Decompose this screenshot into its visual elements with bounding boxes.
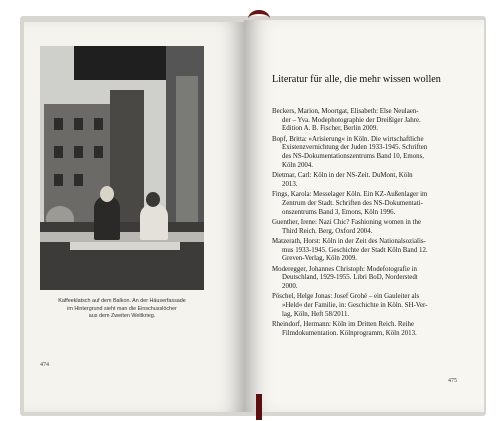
entry-line: onszentrums Band 3, Emons, Köln 1996. [282, 208, 396, 216]
entry-line: der – Yva. Modephotographie der Dreißiger Jahre. [282, 116, 421, 124]
bibliography-entry [272, 238, 466, 264]
person-right [140, 204, 168, 240]
bibliography-entry [272, 219, 466, 236]
entry-line: Bopf, Britta: »Arisierung« in Köln. Die wirtschaftliche [272, 135, 424, 143]
entry-line: Existenzvernichtung der Juden 1933-1945. Schriften [282, 144, 428, 152]
photo-caption [40, 298, 204, 321]
bookmark-ribbon-bottom [256, 394, 262, 420]
page-number-right: 475 [448, 378, 457, 384]
entry-line: Greven-Verlag, Köln 2009. [282, 255, 358, 263]
caption-line: aus dem Zweiten Weltkrieg. [88, 313, 156, 320]
section-heading: Literatur für alle, die mehr wissen wollen [272, 74, 441, 85]
entry-line: des NS-Dokumentationszentrums Band 10, Emons, [282, 153, 425, 161]
entry-line: Zentrum der Stadt. Schriften des NS-Dokumentati- [282, 199, 423, 207]
entry-line: Filmdokumentation. Kölnprogramm, Köln 2013. [282, 329, 417, 337]
open-book [14, 10, 488, 418]
entry-line: Pöschel, Helge Jonas: Josef Grohé – ein Gauleiter als [272, 293, 420, 301]
entry-line: lag, Köln, Heft 58/2011. [282, 310, 350, 318]
bibliography-entry [272, 172, 466, 189]
entry-line: mus 1933-1945. Geschichte der Stadt Köln Band 12. [282, 246, 428, 254]
bibliography-entry [272, 108, 466, 134]
entry-line: Matzerath, Horst: Köln in der Zeit des Nationalsozialis- [272, 237, 426, 245]
bibliography-entry [272, 266, 466, 292]
entry-line: Edition A. B. Fischer, Berlin 2009. [282, 125, 378, 133]
entry-line: Guenther, Irene: Nazi Chic? Fashioning women in the [272, 218, 421, 226]
bibliography-entry [272, 136, 466, 171]
entry-line: »Held« der Familie, in: Geschichte in Köln. SH-Ver- [282, 301, 428, 309]
page-number-left: 474 [40, 362, 49, 368]
entry-line: Dietmar, Carl: Köln in der NS-Zeit. DuMont, Köln [272, 172, 413, 180]
person-left [94, 196, 120, 240]
entry-line: Deutschland, 1929-1955. Libri BoD, Norderstedt [282, 274, 418, 282]
entry-line: Rheindorf, Hermann: Köln im Dritten Reich. Reihe [272, 320, 414, 328]
bibliography-entry [272, 293, 466, 319]
caption-line: Kaffeeklatsch auf dem Balkon. An der Häuserfassade [58, 298, 186, 304]
bibliography-list [272, 108, 466, 340]
entry-line: Moderegger, Johannes Christoph: Modefotografie in [272, 265, 417, 273]
entry-line: 2000. [282, 282, 298, 290]
entry-line: Köln 2004. [282, 161, 314, 169]
bibliography-entry [272, 321, 466, 338]
entry-line: Fings, Karola: Messelager Köln. Ein KZ-Außenlager im [272, 191, 428, 199]
balcony-photo [40, 46, 204, 290]
bibliography-entry [272, 191, 466, 217]
entry-line: Third Reich. Berg, Oxford 2004. [282, 227, 373, 235]
entry-line: Beckers, Marion, Moortgat, Elisabeth: Else Neulaen- [272, 108, 419, 115]
caption-line: im Hintergrund sieht man die Einschusslöcher [67, 305, 177, 312]
entry-line: 2013. [282, 180, 298, 188]
